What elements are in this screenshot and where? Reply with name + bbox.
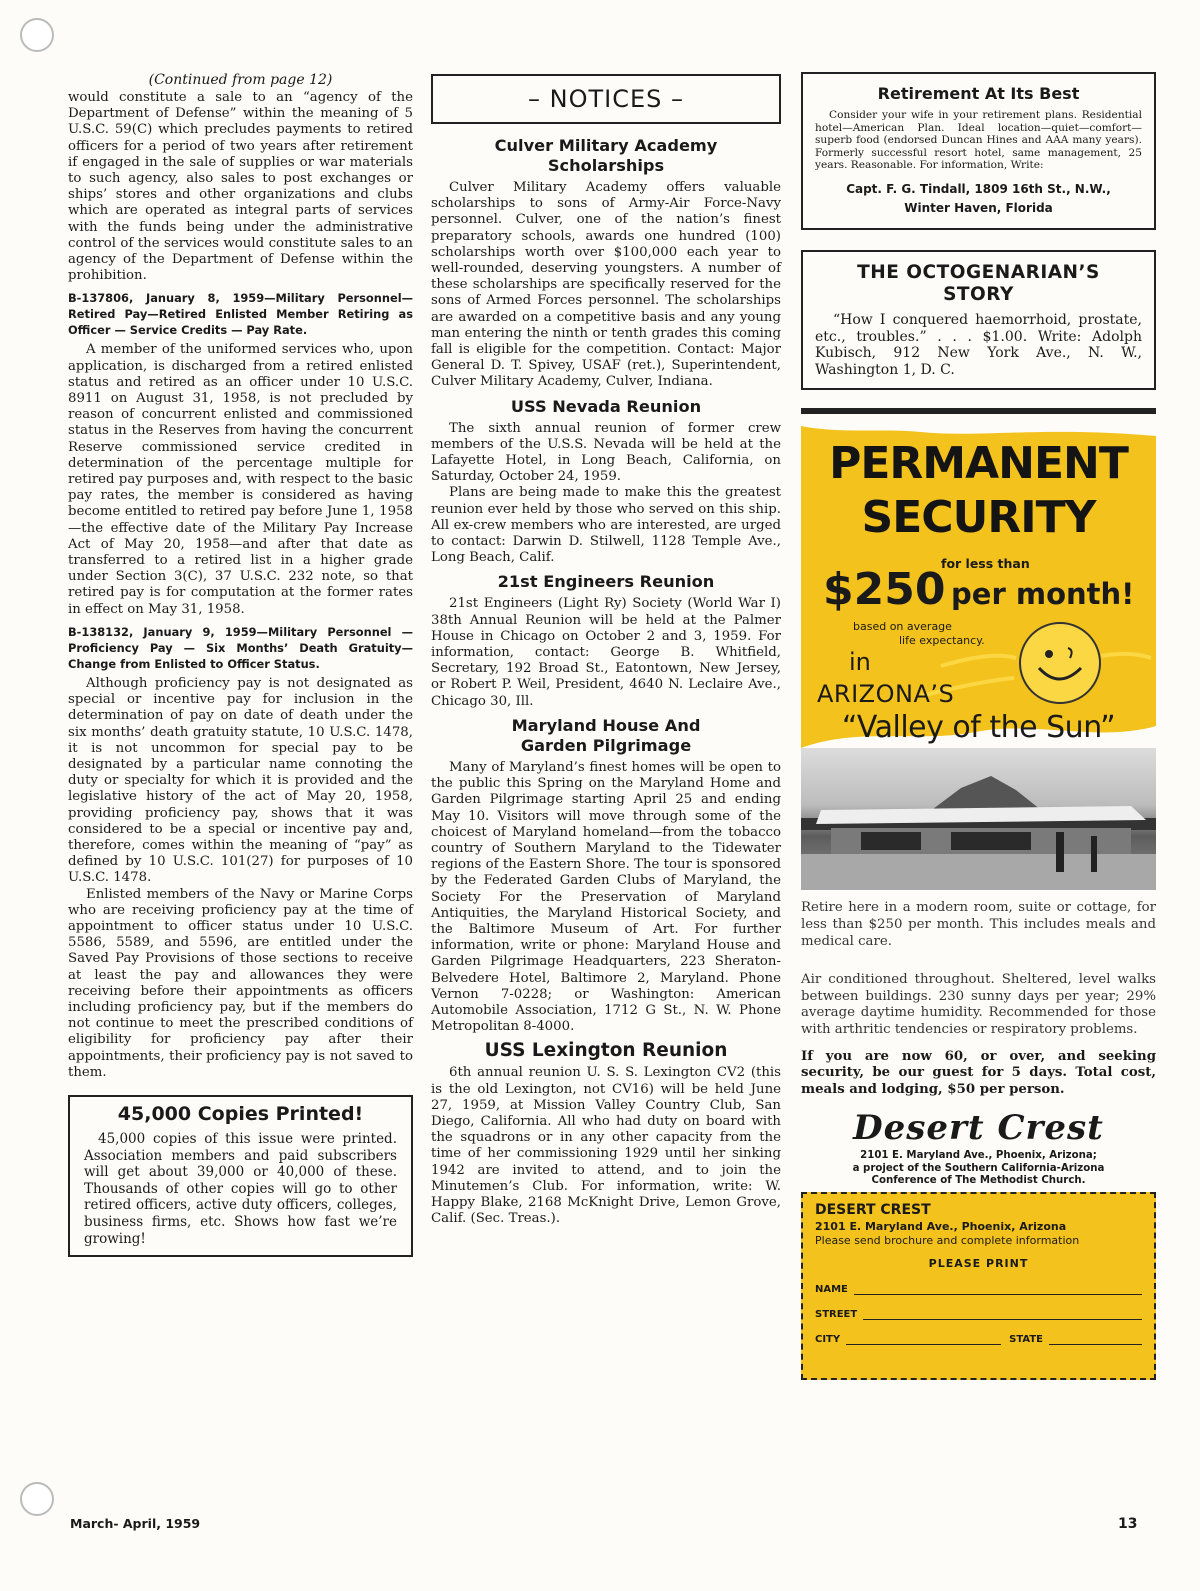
ad-text: Consider your wife in your retirement plans. Residential hotel—American Plan. Ideal location—quiet—comfort—superb food (endorsed Duncan Hines and AAA many years). Formerly successful resort hotel, same management, 25 years. Reasonable. For information, Write: — [815, 109, 1142, 172]
notice-title: Maryland House And Garden Pilgrimage — [511, 715, 701, 755]
notice-title: Culver Military Academy Scholarships — [494, 136, 718, 175]
ad-address: Capt. F. G. Tindall, 1809 16th St., N.W., Winter Haven, Florida — [846, 181, 1111, 215]
ad-desc-3: If you are now 60, or over, and seeking security, be our guest for 5 days. Total cost, meals and lodging, $50 per person. — [801, 1048, 1156, 1097]
notice-text: Many of Maryland’s finest homes will be open to the public this Spring on the Maryland Home and Garden Pilgrimage starting April 25 and ending May 10. Visitors will move through some of the choicest of Maryland homeland—from the tobacco country of Southern Maryland to the Tidewater regions of the Eastern Shore. The tour is sponsored by the Federated Garden Clubs of Maryland, the Society For the Preservation of Maryland Antiquities, the Maryland Historical Society, and the Baltimore Museum of Art. For further information, write or phone: Maryland House and Garden Pilgrimage Headquarters, 223 Sheraton-Belvedere Hotel, Baltimore 2, Maryland. Phone Vernon 7-0228; or Washington: American Automobile Association, 1712 G St., N. W. Phone Metropolitan 8-4000. — [431, 759, 781, 1035]
notice-title: 21st Engineers Reunion — [497, 572, 715, 592]
box-text: 45,000 copies of this issue were printed. Association members and paid subscribers will get about 39,000 or 40,000 of these. Thousands of other copies will go to other retired officers, active duty officers, colleges, business firms, etc. Shows how fast we’re growing! — [84, 1130, 397, 1247]
ad-price: $250 per month! — [823, 564, 1135, 616]
desert-crest-logo: Desert Crest — [853, 1108, 1104, 1149]
coupon-name: DESERT CREST — [815, 1201, 931, 1218]
retirement-ad — [801, 72, 1156, 230]
continued-note: (Continued from page 12) — [148, 72, 333, 88]
notices-column — [431, 68, 781, 1227]
notice-text: Plans are being made to make this the greatest reunion ever held by those who served on this ship. All ex-crew members who are interested, are urged to contact: Darwin D. Stilwell, 1128 Temple Ave., Long Beach, Calif. — [431, 485, 781, 566]
ad-permanent: PERMANENT — [829, 438, 1128, 490]
ad-security: SECURITY — [861, 492, 1096, 544]
coupon-address: 2101 E. Maryland Ave., Phoenix, Arizona — [815, 1219, 1067, 1233]
binder-hole-top — [20, 18, 54, 52]
divider — [801, 408, 1156, 414]
ad-arizona: ARIZONA’S — [817, 680, 955, 709]
notice-text: Culver Military Academy offers valuable scholarships to sons of Army-Air Force-Navy personnel. Culver, one of the nation’s finest preparatory schools, awards one hundred (100) scholarships worth over $100,000 each year to well-rounded, deserving youngsters. A number of these scholarships are specifically reserved for the sons of Armed Forces personnel. The scholarships are awarded on a competitive basis and any young man entering the ninth or tenth grades this coming fall is eligible for the competition. Contact: Major General D. T. Spivey, USAF (ret.), Superintendent, Culver Military Academy, Culver, Indiana. — [431, 180, 781, 390]
footer-date: March- April, 1959 — [70, 1516, 201, 1531]
ad-text: “How I conquered haemorrhoid, prostate, etc., troubles.” . . . $1.00. Write: Adolph Kubisch, 912 New York Ave., N. W., Washington 1, D. C. — [815, 311, 1142, 378]
coupon-request: Please send brochure and complete information — [815, 1233, 1080, 1247]
ad-title: THE OCTOGENARIAN’S STORY — [857, 261, 1100, 305]
ad-desc-2: Air conditioned throughout. Sheltered, level walks between buildings. 230 sunny days per year; 29% average daytime humidity. Recommended for those with arthritic tendencies or respiratory problems. — [801, 972, 1156, 1037]
ad-valley: “Valley of the Sun” — [841, 710, 1116, 746]
city-state-field[interactable]: CITY STATE — [815, 1334, 1142, 1345]
notice-text: The sixth annual reunion of former crew members of the U.S.S. Nevada will be held at the Lafayette Hotel, in Long Beach, California, on Saturday, October 24, 1959. — [431, 420, 781, 485]
paragraph: would constitute a sale to an “agency of the Department of Defense” within the meaning of 5 U.S.C. 59(C) which precludes payments to retired officers for a period of two years after retirement if engaged in the sale of supplies or war materials to such agency, also sales to post exchanges or ships’ stores and other organizations and clubs which are operated as integral parts of services with the funds being under the administrative control of the services would constitute sales to an agency of the Department of Defense within the prohibition. — [68, 90, 413, 284]
case-heading: B-137806, January 8, 1959—Military Personnel—Retired Pay—Retired Enlisted Member Retiring as Officer — Service Credits — Pay Rate. — [68, 291, 413, 338]
notice-title: USS Nevada Reunion — [510, 396, 702, 416]
left-column — [68, 68, 413, 1257]
ad-in: in — [849, 648, 871, 677]
binder-hole-bottom — [20, 1482, 54, 1516]
name-field[interactable]: NAME — [815, 1284, 1142, 1295]
notices-header: – NOTICES – — [431, 74, 781, 124]
ad-life: life expectancy. — [899, 634, 985, 648]
box-title: 45,000 Copies Printed! — [117, 1102, 364, 1125]
coupon-print-note: PLEASE PRINT — [928, 1256, 1029, 1270]
street-field[interactable]: STREET — [815, 1309, 1142, 1320]
ad-title: Retirement At Its Best — [877, 84, 1080, 103]
paragraph: Enlisted members of the Navy or Marine Corps who are receiving proficiency pay at the time of appointment to officer status under 10 U.S.C. 5586, 5589, and 5596, are entitled under the Saved Pay Provisions of those sections to receive at least the pay and allowances they were receiving before their appointments as officers including proficiency pay, but if the members do not continue to meet the prescribed conditions of eligibility for proficiency pay after their appointments, their proficiency pay is not saved to them. — [68, 886, 413, 1080]
page-number: 13 — [1118, 1516, 1138, 1532]
octogenarian-ad — [801, 250, 1156, 390]
request-coupon[interactable] — [801, 1192, 1156, 1380]
copies-printed-box — [68, 1095, 413, 1257]
ad-based: based on average — [853, 620, 952, 634]
sun-face-icon — [1019, 622, 1101, 704]
case-heading: B-138132, January 9, 1959—Military Personnel — Proficiency Pay — Six Months’ Death Gratuity—Change from Enlisted to Officer Status. — [68, 624, 413, 671]
notice-title: USS Lexington Reunion — [484, 1040, 728, 1062]
ad-for-less: for less than — [941, 556, 1030, 572]
desert-crest-address: 2101 E. Maryland Ave., Phoenix, Arizona; a project of the Southern California-Arizona Conference of The Methodist Church. — [852, 1150, 1105, 1187]
paragraph: Although proficiency pay is not designated as special or incentive pay for inclusion in the determination of pay on date of death under the six months’ death gratuity statute, 10 U.S.C. 1478, it is not uncommon for special pay to be designated by a particular name connoting the duty or specialty for which it is provided and the legislative history of the act of May 20, 1958, providing proficiency pay, shows that it was considered to be a special or incentive pay and, therefore, comes within the meaning of “pay” as defined by 10 U.S.C. 101(27) for purposes of 10 U.S.C. 1478. — [68, 675, 413, 886]
resort-photo — [801, 748, 1156, 890]
ads-column — [801, 72, 1156, 1380]
notice-text: 21st Engineers (Light Ry) Society (World War I) 38th Annual Reunion will be held at the Palmer House in Chicago on October 2 and 3, 1959. For information, contact: George B. Whitfield, Secretary, 192 Broad St., Eatontown, New Jersey, or Robert P. Weil, President, 4640 N. Leclaire Ave., Chicago 30, Ill. — [431, 596, 781, 709]
desert-crest-banner — [801, 426, 1156, 748]
ad-desc-1: Retire here in a modern room, suite or cottage, for less than $250 per month. This includes meals and medical care. — [801, 900, 1156, 949]
notice-text: 6th annual reunion U. S. S. Lexington CV2 (this is the old Lexington, not CV16) will be held June 27, 1959, at Mission Valley Country Club, San Diego, California. All who had duty on board with the squadrons or in any other capacity from the time of her commissioning 1929 until her sinking 1942 are invited to attend, and to join the Minutemen’s Club. For information, write: W. Happy Blake, 2168 McKnight Drive, Lemon Grove, Calif. (Sec. Treas.). — [431, 1065, 781, 1227]
paragraph: A member of the uniformed services who, upon application, is discharged from a retired enlisted status and retired as an officer under 10 U.S.C. 8911 on August 31, 1958, is not precluded by reason of concurrent enlisted and commissioned status in the Reserves from having the concurrent Reserve commissioned service credited in determination of the percentage multiple for retired pay purposes and, with respect to the basic pay rates, the member is considered as having become entitled to retired pay before June 1, 1958—the effective date of the Military Pay Increase Act of May 20, 1958—and after that date as transferred to a retired list in a higher grade under Section 3(C), 37 U.S.C. 232 note, so that retired pay is for computation at the former rates in effect on May 31, 1958. — [68, 342, 413, 617]
